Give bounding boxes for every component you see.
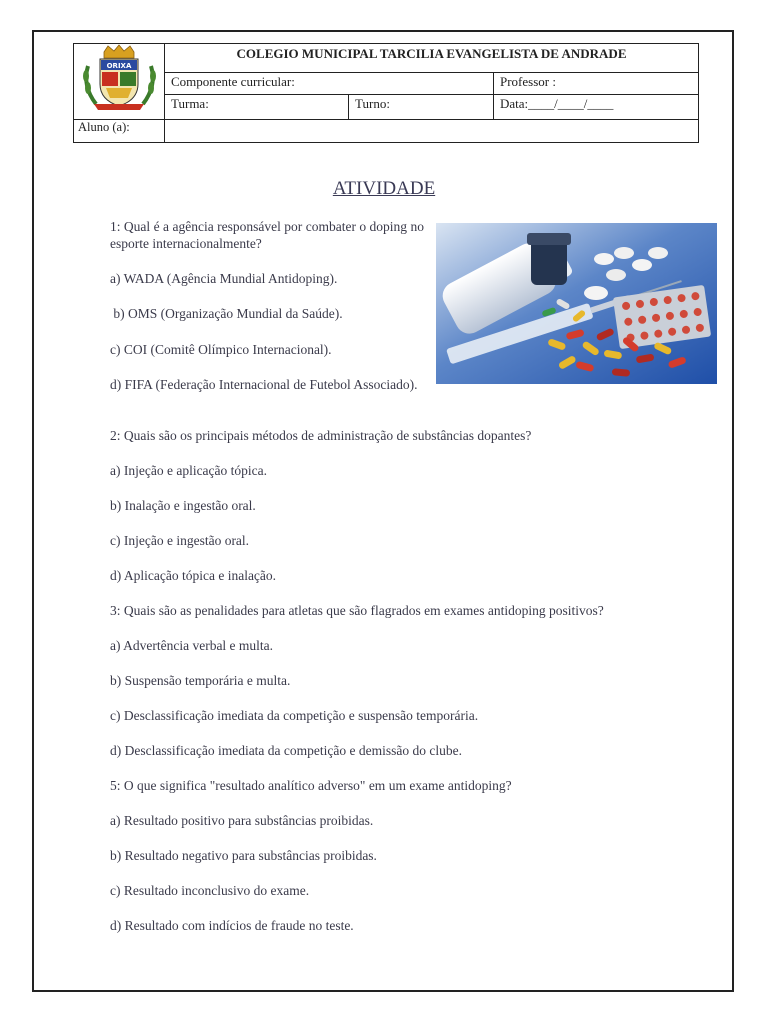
question-1-option-a[interactable]: a) WADA (Agência Mundial Antidoping). bbox=[110, 271, 338, 286]
teacher-field[interactable]: Professor : bbox=[494, 72, 699, 94]
student-name-field[interactable] bbox=[165, 120, 699, 143]
question-5-option-a[interactable]: a) Resultado positivo para substâncias proibidas. bbox=[110, 813, 374, 828]
question-3-option-a[interactable]: a) Advertência verbal e multa. bbox=[110, 638, 274, 653]
school-crest-icon bbox=[74, 44, 165, 114]
question-2-option-b[interactable]: b) Inalação e ingestão oral. bbox=[110, 498, 256, 513]
question-3-option-c[interactable]: c) Desclassificação imediata da competição e suspensão temporária. bbox=[110, 708, 479, 723]
student-label: Aluno (a): bbox=[74, 120, 165, 143]
school-name: COLEGIO MUNICIPAL TARCILIA EVANGELISTA DE ANDRADE bbox=[165, 44, 699, 73]
pills-and-syringe-image bbox=[436, 223, 717, 384]
curricular-component-field[interactable]: Componente curricular: bbox=[165, 72, 494, 94]
question-3-option-d[interactable]: d) Desclassificação imediata da competição e demissão do clube. bbox=[110, 743, 462, 758]
question-2-option-a[interactable]: a) Injeção e aplicação tópica. bbox=[110, 463, 268, 478]
question-2-prompt: 2: Quais são os principais métodos de administração de substâncias dopantes? bbox=[110, 428, 532, 443]
question-5-option-d[interactable]: d) Resultado com indícios de fraude no teste. bbox=[110, 918, 354, 933]
shift-field[interactable]: Turno: bbox=[349, 95, 494, 120]
question-1-option-b[interactable]: b) OMS (Organização Mundial da Saúde). bbox=[110, 306, 343, 321]
question-2-option-d[interactable]: d) Aplicação tópica e inalação. bbox=[110, 568, 277, 583]
class-field[interactable]: Turma: bbox=[165, 95, 349, 120]
date-field[interactable]: Data:____/____/____ bbox=[494, 95, 699, 120]
question-5-prompt: 5: O que significa "resultado analítico adverso" em um exame antidoping? bbox=[110, 778, 512, 793]
school-logo bbox=[74, 44, 165, 120]
question-1-prompt: 1: Qual é a agência responsável por combater o doping no esporte internacionalmente? bbox=[110, 219, 424, 251]
question-3-prompt: 3: Quais são as penalidades para atletas que são flagrados em exames antidoping positivos? bbox=[110, 603, 604, 618]
doping-pills-photo bbox=[436, 223, 717, 384]
question-5-option-c[interactable]: c) Resultado inconclusivo do exame. bbox=[110, 883, 310, 898]
school-header-table bbox=[73, 43, 699, 143]
svg-text:ORIXA: ORIXA bbox=[106, 62, 132, 70]
page-title: ATIVIDADE bbox=[332, 178, 436, 199]
question-3-option-b[interactable]: b) Suspensão temporária e multa. bbox=[110, 673, 291, 688]
question-2-option-c[interactable]: c) Injeção e ingestão oral. bbox=[110, 533, 250, 548]
question-5-option-b[interactable]: b) Resultado negativo para substâncias proibidas. bbox=[110, 848, 377, 863]
question-1-option-c[interactable]: c) COI (Comitê Olímpico Internacional). bbox=[110, 342, 332, 357]
question-1-option-d[interactable]: d) FIFA (Federação Internacional de Futebol Associado). bbox=[110, 377, 418, 392]
